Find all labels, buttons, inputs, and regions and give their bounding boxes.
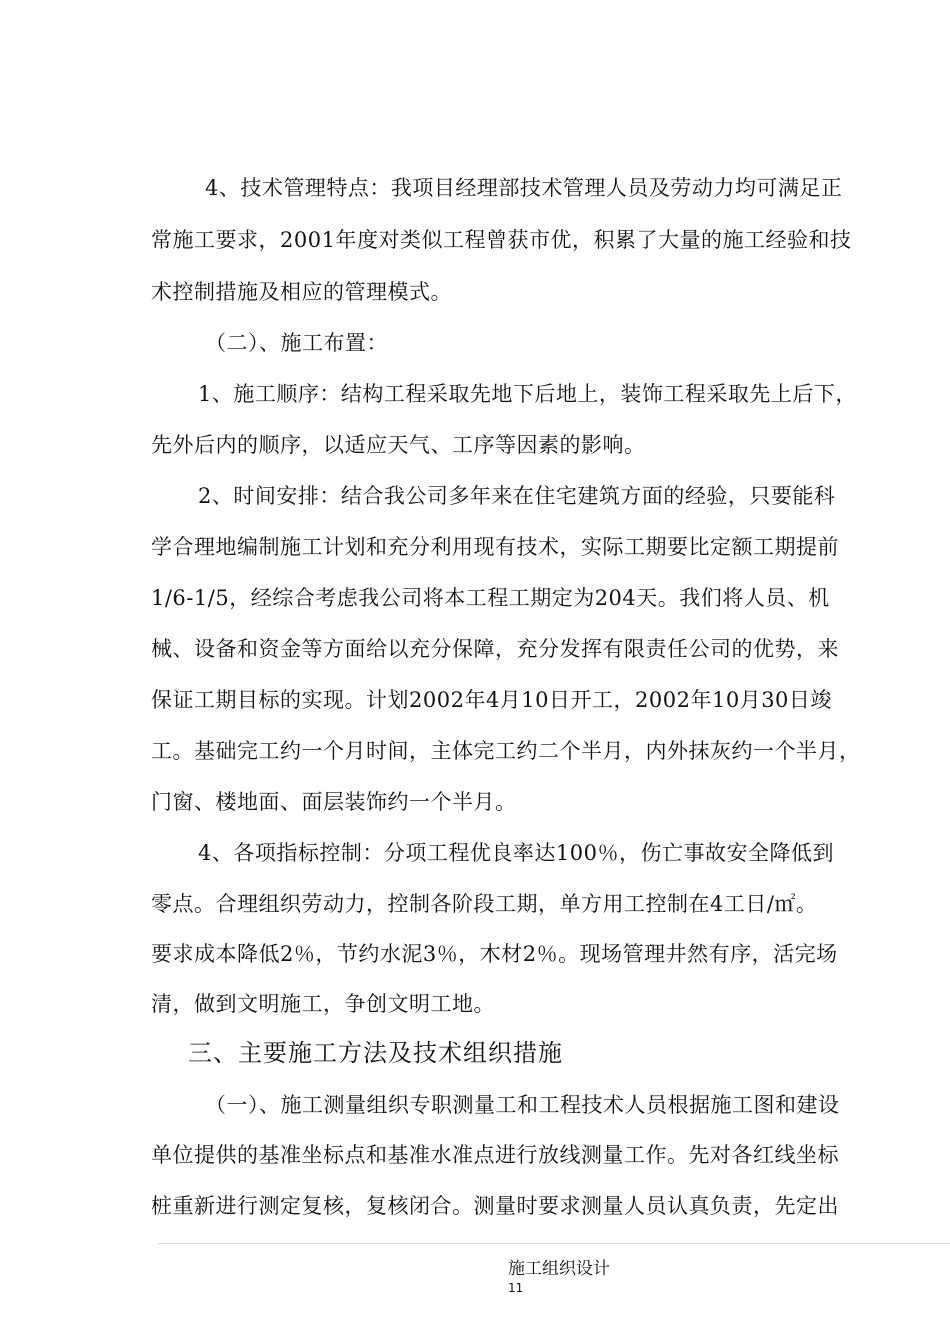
paragraph-line: 保证工期目标的实现。计划2002年4月10日开工，2002年10月30日竣 — [151, 688, 832, 712]
section-heading: 三、主要施工方法及技术组织措施 — [188, 1039, 563, 1067]
footer-divider — [158, 1243, 950, 1244]
paragraph-line: 先外后内的顺序，以适应天气、工序等因素的影响。 — [151, 433, 646, 457]
paragraph-line: 学合理地编制施工计划和充分利用现有技术，实际工期要比定额工期提前 — [151, 535, 839, 559]
paragraph-line: 工。基础完工约一个月时间，主体完工约二个半月，内外抹灰约一个半月， — [151, 739, 861, 763]
paragraph-line: 1/6-1/5，经综合考虑我公司将本工程工期定为204天。我们将人员、机 — [151, 586, 830, 610]
paragraph-line: 械、设备和资金等方面给以充分保障，充分发挥有限责任公司的优势，来 — [151, 637, 839, 661]
paragraph-line: 零点。合理组织劳动力，控制各阶段工期，单方用工控制在4工日/㎡。 — [151, 892, 818, 916]
paragraph-line: 常施工要求，2001年度对类似工程曾获市优，积累了大量的施工经验和技 — [151, 228, 852, 252]
paragraph-line: （一）、施工测量组织专职测量工和工程技术人员根据施工图和建设 — [205, 1093, 840, 1117]
paragraph-line: 4、各项指标控制：分项工程优良率达100％，伤亡事故安全降低到 — [198, 841, 834, 865]
paragraph-line: 门窗、楼地面、面层装饰约一个半月。 — [151, 790, 517, 814]
footer-title: 施工组织设计 — [508, 1259, 610, 1279]
paragraph-line: 清，做到文明施工，争创文明工地。 — [151, 992, 495, 1016]
section-subtitle: （二）、施工布置： — [205, 331, 388, 355]
paragraph-line: 4、技术管理特点：我项目经理部技术管理人员及劳动力均可满足正 — [205, 176, 843, 200]
paragraph-line: 单位提供的基准坐标点和基准水准点进行放线测量工作。先对各红线坐标 — [151, 1143, 839, 1167]
page-number: 11 — [508, 1281, 524, 1295]
paragraph-line: 桩重新进行测定复核，复核闭合。测量时要求测量人员认真负责，先定出 — [151, 1194, 839, 1218]
paragraph-line: 要求成本降低2％，节约水泥3％，木材2％。现场管理井然有序，活完场 — [151, 942, 838, 966]
paragraph-line: 2、时间安排：结合我公司多年来在住宅建筑方面的经验，只要能科 — [198, 484, 836, 508]
paragraph-line: 术控制措施及相应的管理模式。 — [151, 280, 452, 304]
paragraph-line: 1、施工顺序：结构工程采取先地下后地上，装饰工程采取先上后下， — [198, 382, 857, 406]
